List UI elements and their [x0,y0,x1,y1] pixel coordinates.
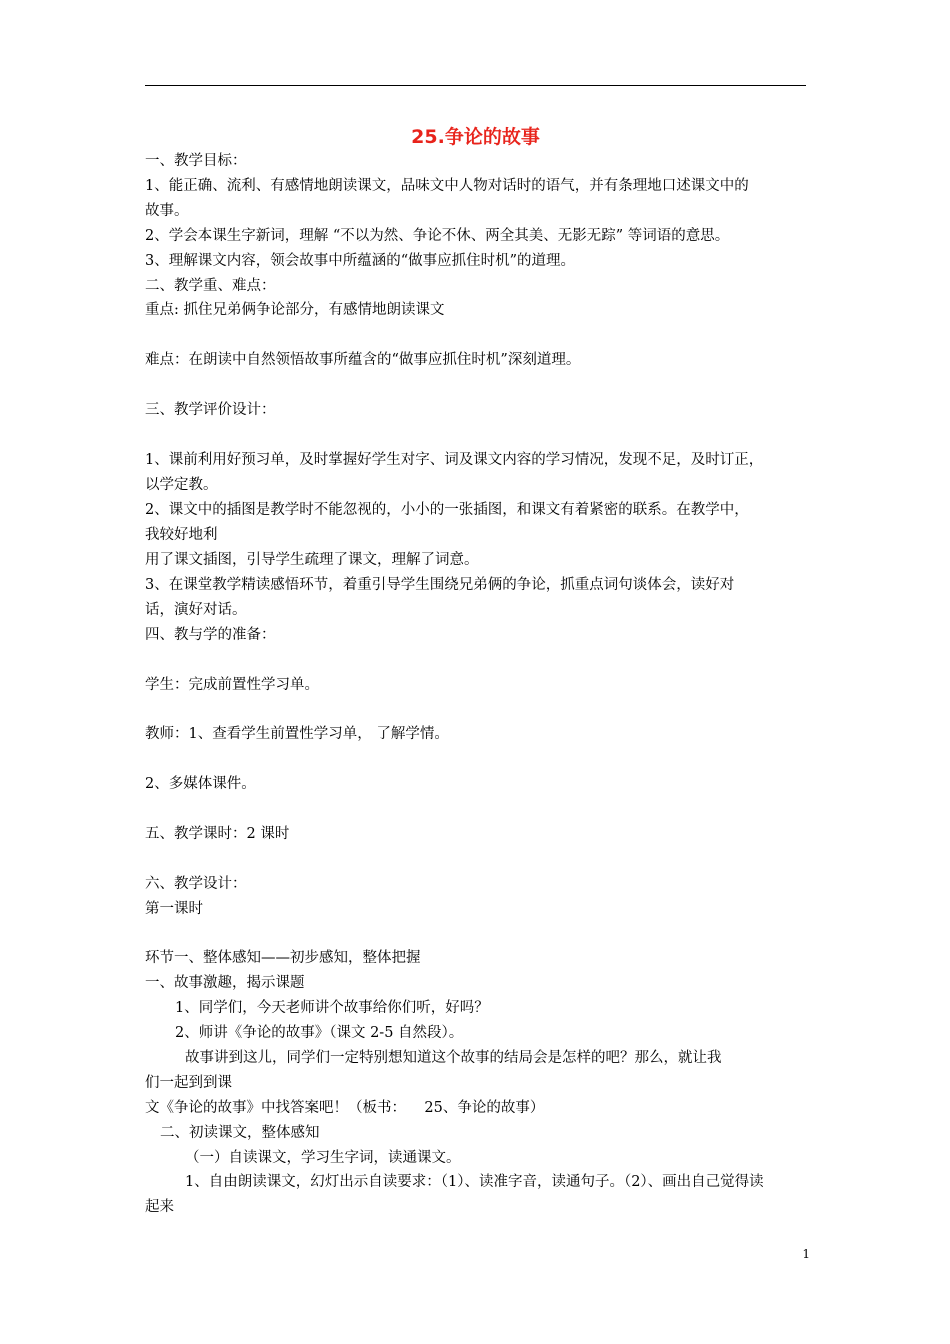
text-line: 3、理解课文内容，领会故事中所蕴涵的“做事应抓住时机”的道理。 [145,253,576,269]
text-line: 起来 [145,1199,174,1215]
text-line: 2、课文中的插图是教学时不能忽视的，小小的一张插图，和课文有着紧密的联系。在教学中， [145,502,749,518]
document-title: 25.争论的故事 [411,126,540,148]
text-line: 第一课时 [145,901,203,917]
text-line: 文《争论的故事》中找答案吧！（板书： 25、争论的故事） [145,1100,545,1116]
section-heading: 六、教学设计： [145,876,247,892]
section-heading: 三、教学评价设计： [145,402,276,418]
section-heading: 二、教学重、难点： [145,278,276,294]
text-line: 2、多媒体课件。 [145,776,256,792]
text-line: 教师：1、查看学生前置性学习单， 了解学情。 [145,726,449,742]
text-line: 学生：完成前置性学习单。 [145,677,319,693]
text-line: 二、初读课文，整体感知 [160,1125,320,1141]
text-line: 2、师讲《争论的故事》（课文 2-5 自然段）。 [175,1025,464,1041]
text-line: 一、教学目标： [145,153,247,169]
text-line: 故事讲到这儿，同学们一定特别想知道这个故事的结局会是怎样的吧？那么，就让我 [185,1050,722,1066]
text-line: 我较好地利 [145,527,218,543]
section-heading: 五、教学课时：2 课时 [145,826,290,842]
text-line: 话，演好对话。 [145,602,247,618]
text-line: 环节一、整体感知——初步感知，整体把握 [145,950,421,966]
page-number: 1 [802,1247,810,1261]
text-line: 难点：在朗读中自然领悟故事所蕴含的“做事应抓住时机”深刻道理。 [145,352,581,368]
text-line: 1、同学们，今天老师讲个故事给你们听，好吗？ [175,1000,489,1016]
text-line: 用了课文插图，引导学生疏理了课文，理解了词意。 [145,552,479,568]
text-line: 重点: 抓住兄弟俩争论部分，有感情地朗读课文 [145,302,445,318]
text-line: 1、自由朗读课文，幻灯出示自读要求：（1）、读准字音，读通句子。（2）、画出自己觉得读 [185,1174,764,1190]
header-rule [145,85,806,86]
text-line: 以学定教。 [145,477,218,493]
text-line: 一、故事激趣，揭示课题 [145,975,305,991]
text-line: 3、在课堂教学精读感悟环节，着重引导学生围绕兄弟俩的争论，抓重点词句谈体会，读好对 [145,577,735,593]
text-line: 故事。 [145,203,189,219]
section-heading: 四、教与学的准备： [145,627,276,643]
text-line: 们一起到到课 [145,1075,232,1091]
text-line: 1、课前利用好预习单，及时掌握好学生对字、词及课文内容的学习情况，发现不足，及时订正， [145,452,764,468]
text-line: 1、能正确、流利、有感情地朗读课文，品味文中人物对话时的语气，并有条理地口述课文中的 [145,178,749,194]
text-line: （一）自读课文，学习生字词，读通课文。 [185,1150,461,1166]
text-line: 2、学会本课生字新词，理解 “不以为然、争论不休、两全其美、无影无踪” 等词语的意思。 [145,228,730,244]
